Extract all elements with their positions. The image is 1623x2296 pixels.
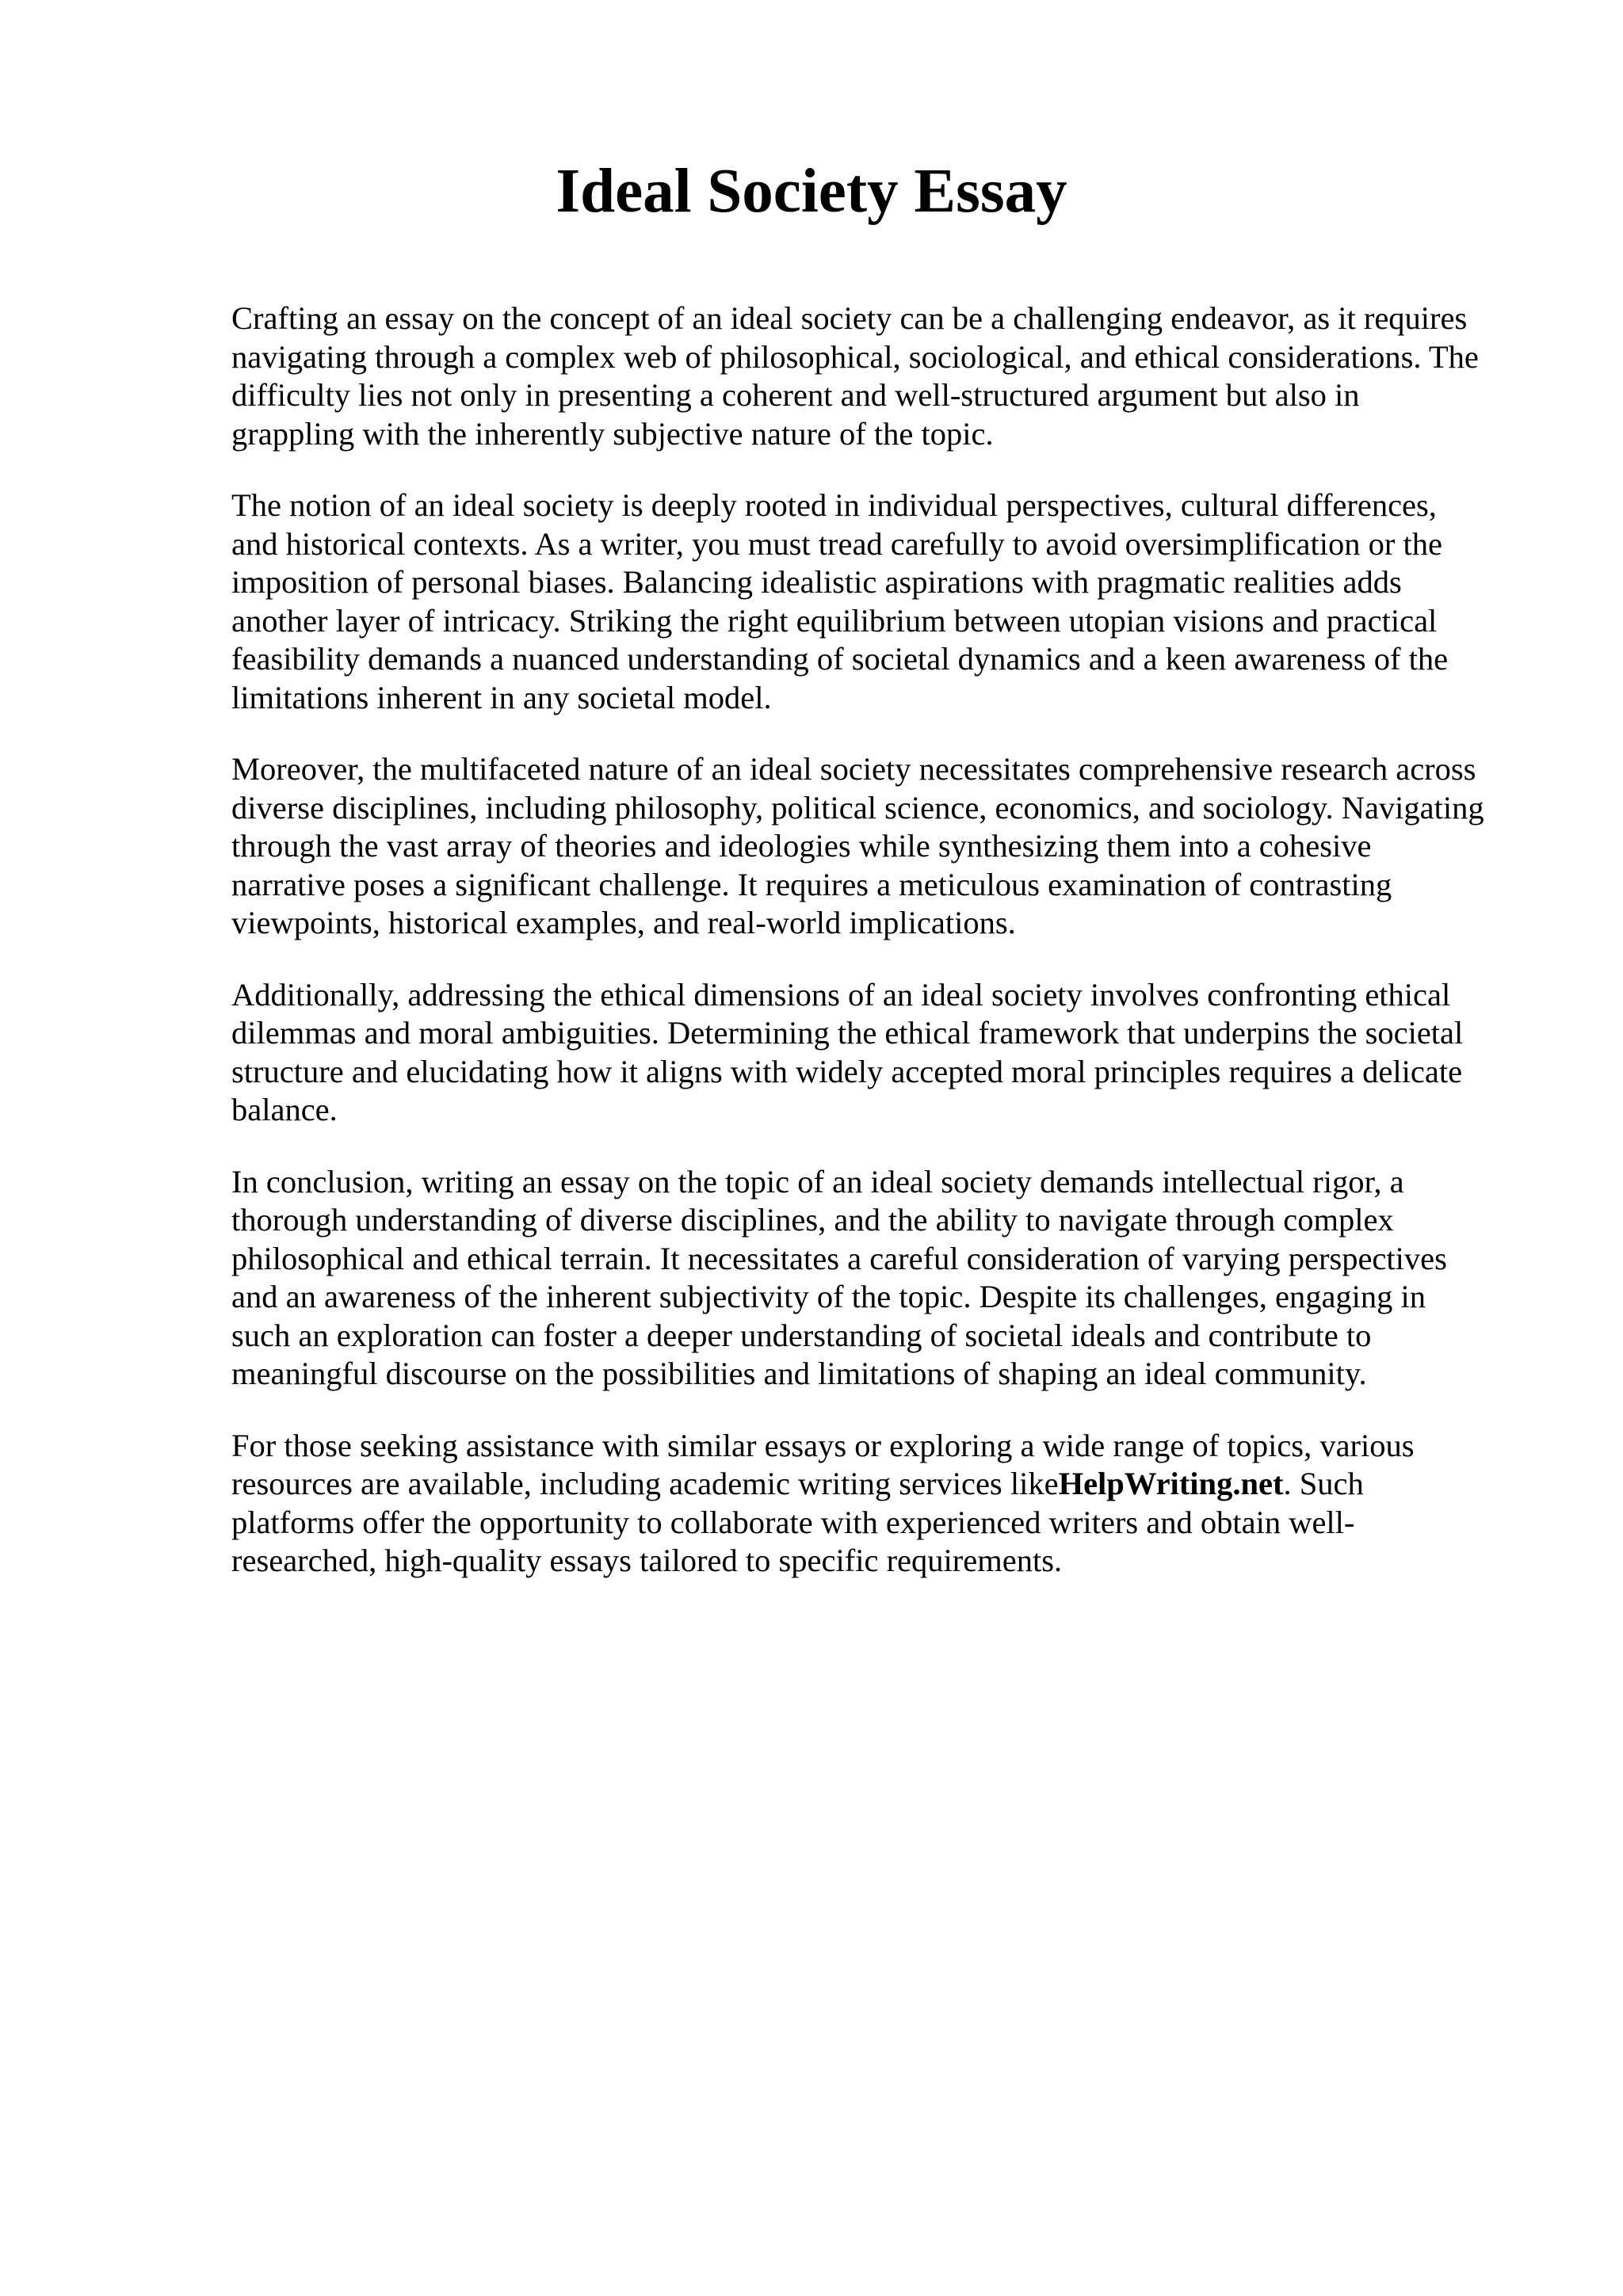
paragraph-intro	[231, 299, 1531, 453]
paragraph-line: platforms offer the opportunity to collaborate with experienced writers and obtain well-	[231, 1504, 1355, 1540]
paragraph-line: thorough understanding of diverse disciplines, and the ability to navigate through complex	[231, 1202, 1394, 1238]
paragraph-line: grappling with the inherently subjective nature of the topic.	[231, 415, 994, 452]
paragraph-line: philosophical and ethical terrain. It necessitates a careful consideration of varying perspectives	[231, 1240, 1447, 1276]
paragraph-line: through the vast array of theories and ideologies while synthesizing them into a cohesive	[231, 828, 1372, 864]
document-body	[231, 299, 1531, 1614]
paragraph-line: and historical contexts. As a writer, you must tread carefully to avoid oversimplification or the	[231, 525, 1442, 562]
paragraph-line: viewpoints, historical examples, and real-world implications.	[231, 905, 1016, 940]
document-title: Ideal Society Essay	[556, 157, 1067, 226]
paragraph-line: In conclusion, writing an essay on the topic of an ideal society demands intellectual rigor, a	[231, 1163, 1404, 1199]
paragraph-line: Additionally, addressing the ethical dimensions of an ideal society involves confronting ethical	[231, 976, 1451, 1013]
paragraph-research	[231, 750, 1531, 943]
paragraph-line: navigating through a complex web of philosophical, sociological, and ethical considerations. The	[231, 338, 1479, 375]
paragraph-line: structure and elucidating how it aligns with widely accepted moral principles requires a delicate	[231, 1053, 1463, 1089]
closing-text-after-brand: . Such	[1283, 1466, 1364, 1501]
paragraph-line-with-brand	[231, 1465, 1531, 1504]
paragraph-line: researched, high-quality essays tailored to specific requirements.	[231, 1543, 1063, 1578]
paragraph-line: difficulty lies not only in presenting a coherent and well-structured argument but also in	[231, 377, 1360, 413]
paragraph-line: such an exploration can foster a deeper understanding of societal ideals and contribute to	[231, 1317, 1372, 1353]
paragraph-line: Moreover, the multifaceted nature of an ideal society necessitates comprehensive research across	[231, 751, 1476, 787]
closing-text-before-brand: resources are available, including academic writing services like	[231, 1466, 1059, 1501]
paragraph-line: narrative poses a significant challenge. It requires a meticulous examination of contrasting	[231, 866, 1392, 902]
paragraph-line: dilemmas and moral ambiguities. Determining the ethical framework that underpins the societal	[231, 1015, 1464, 1051]
paragraph-line: feasibility demands a nuanced understanding of societal dynamics and a keen awareness of the	[231, 641, 1449, 677]
paragraph-line: imposition of personal biases. Balancing idealistic aspirations with pragmatic realities adds	[231, 564, 1402, 600]
paragraph-line: meaningful discourse on the possibilities and limitations of shaping an ideal community.	[231, 1356, 1367, 1391]
paragraph-line: balance.	[231, 1092, 338, 1127]
paragraph-line: diverse disciplines, including philosophy, political science, economics, and sociology. Navigating	[231, 789, 1484, 826]
paragraph-line: The notion of an ideal society is deeply rooted in individual perspectives, cultural differences,	[231, 487, 1437, 523]
paragraph-line: and an awareness of the inherent subjectivity of the topic. Despite its challenges, engaging in	[231, 1279, 1426, 1314]
helpwriting-brand-text: HelpWriting.net	[1058, 1466, 1284, 1501]
paragraph-notion	[231, 486, 1531, 717]
paragraph-line: Crafting an essay on the concept of an ideal society can be a challenging endeavor, as it requires	[231, 300, 1468, 336]
paragraph-ethics	[231, 976, 1531, 1130]
paragraph-line: another layer of intricacy. Striking the right equilibrium between utopian visions and practical	[231, 602, 1438, 639]
paragraph-conclusion	[231, 1163, 1531, 1394]
paragraph-line: limitations inherent in any societal model.	[231, 679, 772, 715]
paragraph-line: For those seeking assistance with similar essays or exploring a wide range of topics, various	[231, 1427, 1415, 1463]
paragraph-closing	[231, 1427, 1531, 1581]
